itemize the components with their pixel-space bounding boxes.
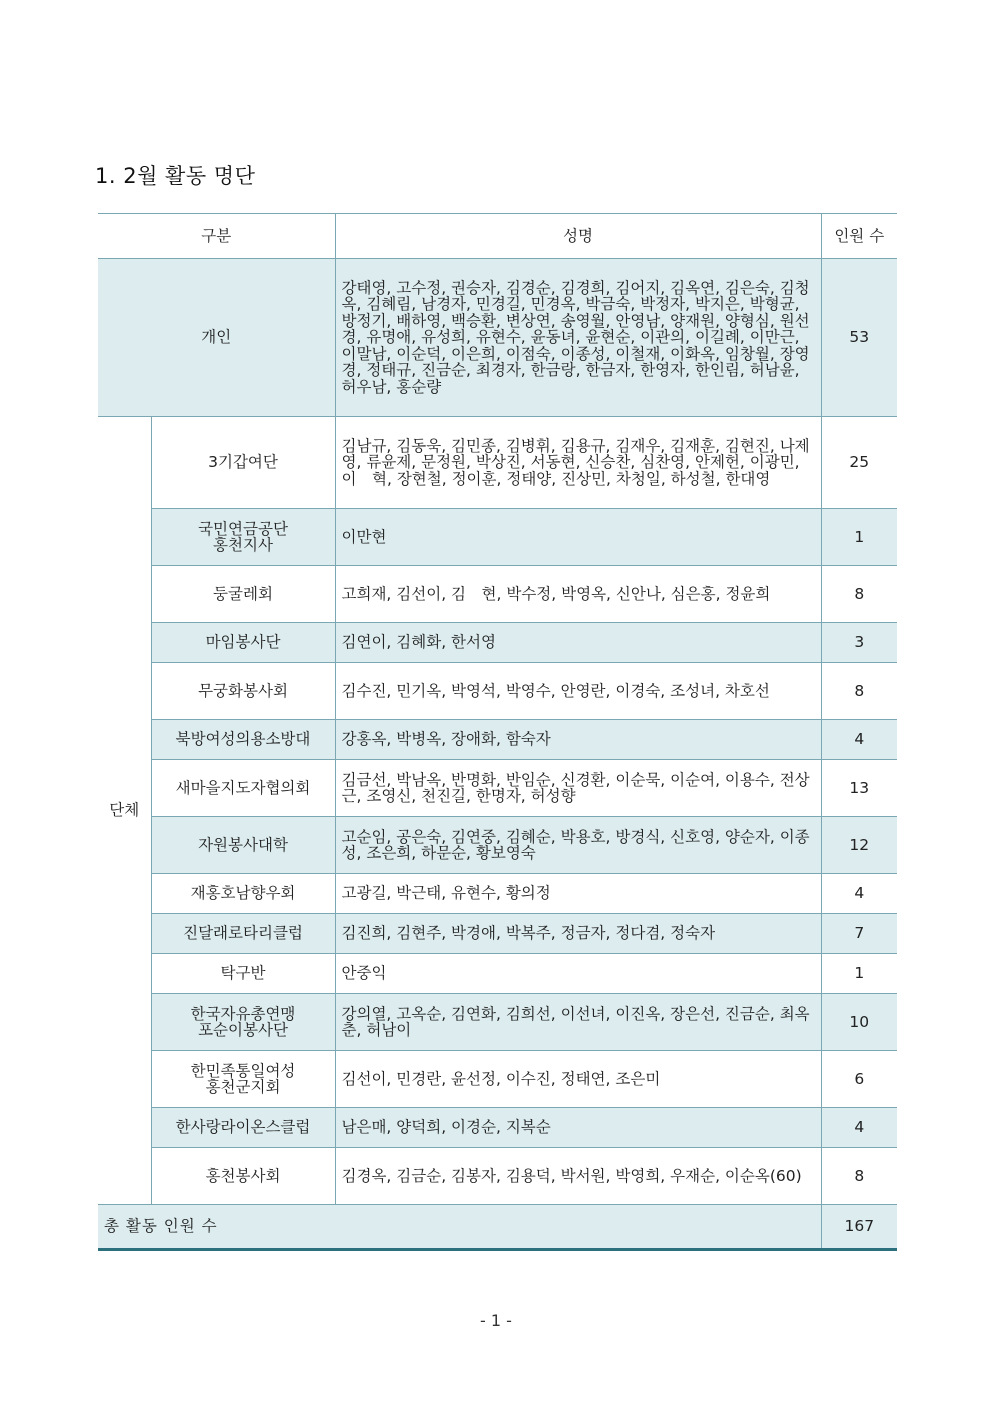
group-name: 북방여성의용소방대: [151, 720, 335, 760]
group-count: 12: [821, 817, 897, 874]
group-row: [98, 874, 897, 914]
group-member-names: 강홍옥, 박병옥, 장애화, 함숙자: [335, 720, 821, 760]
group-count: 13: [821, 760, 897, 817]
group-row: [98, 1108, 897, 1148]
group-member-names: 김진희, 김현주, 박경애, 박복주, 정금자, 정다겸, 정숙자: [335, 914, 821, 954]
individual-row: [98, 259, 897, 417]
individual-count: 53: [821, 259, 897, 417]
group-member-names: 안중익: [335, 954, 821, 994]
group-count: 7: [821, 914, 897, 954]
group-member-names: 남은매, 양덕희, 이경순, 지복순: [335, 1108, 821, 1148]
group-member-names: 고순임, 공은숙, 김연중, 김혜순, 박용호, 방경식, 신호영, 양순자, 이종성, 조은희, 하문순, 황보영숙: [335, 817, 821, 874]
table-header-row: [98, 214, 897, 259]
group-name: 진달래로타리클럽: [151, 914, 335, 954]
group-member-names: 고희재, 김선이, 김 현, 박수정, 박영옥, 신안나, 심은홍, 정윤희: [335, 566, 821, 623]
header-names: 성명: [335, 214, 821, 259]
group-row: [98, 954, 897, 994]
group-member-names: 김연이, 김혜화, 한서영: [335, 623, 821, 663]
group-count: 25: [821, 417, 897, 509]
page-title: 1. 2월 활동 명단: [95, 164, 256, 188]
group-count: 4: [821, 1108, 897, 1148]
group-count: 4: [821, 874, 897, 914]
group-row: [98, 663, 897, 720]
group-row: [98, 1148, 897, 1205]
group-member-names: 고광길, 박근태, 유현수, 황의정: [335, 874, 821, 914]
group-name: 둥굴레회: [151, 566, 335, 623]
group-row: [98, 817, 897, 874]
group-member-names: 김남규, 김동욱, 김민종, 김병휘, 김용규, 김재우, 김재훈, 김현진, 나제영, 류윤제, 문정원, 박상진, 서동현, 신승찬, 심찬영, 안제헌, 이광민, 이 혁, 장현철, 정이훈, 정태양, 진상민, 차청일, 하성철, 한대영: [335, 417, 821, 509]
group-count: 8: [821, 663, 897, 720]
group-name: 새마을지도자협의회: [151, 760, 335, 817]
group-count: 10: [821, 994, 897, 1051]
group-row: [98, 417, 897, 509]
group-row: [98, 760, 897, 817]
group-name: 한국자유총연맹 포순이봉사단: [151, 994, 335, 1051]
group-row: [98, 566, 897, 623]
group-section-label: 단체: [98, 417, 151, 1205]
group-name: 한사랑라이온스클럽: [151, 1108, 335, 1148]
group-row: [98, 509, 897, 566]
group-row: [98, 914, 897, 954]
group-count: 1: [821, 509, 897, 566]
group-row: [98, 994, 897, 1051]
group-row: [98, 720, 897, 760]
group-row: [98, 1051, 897, 1108]
group-count: 3: [821, 623, 897, 663]
group-member-names: 김선이, 민경란, 윤선정, 이수진, 정태연, 조은미: [335, 1051, 821, 1108]
group-name: 한민족통일여성 홍천군지회: [151, 1051, 335, 1108]
group-count: 4: [821, 720, 897, 760]
group-name: 탁구반: [151, 954, 335, 994]
group-member-names: 이만현: [335, 509, 821, 566]
group-name: 무궁화봉사회: [151, 663, 335, 720]
group-name: 마임봉사단: [151, 623, 335, 663]
group-member-names: 김경옥, 김금순, 김봉자, 김용덕, 박서원, 박영희, 우재순, 이순옥(60): [335, 1148, 821, 1205]
group-name: 재홍호남향우회: [151, 874, 335, 914]
group-count: 8: [821, 566, 897, 623]
group-row: [98, 623, 897, 663]
total-label: 총 활동 인원 수: [98, 1205, 821, 1250]
group-name: 자원봉사대학: [151, 817, 335, 874]
group-member-names: 강의열, 고옥순, 김연화, 김희선, 이선녀, 이진옥, 장은선, 진금순, 최옥춘, 허남이: [335, 994, 821, 1051]
group-count: 1: [821, 954, 897, 994]
group-name: 홍천봉사회: [151, 1148, 335, 1205]
group-member-names: 김금선, 박남옥, 반명화, 반임순, 신경환, 이순묵, 이순여, 이용수, 전상근, 조영신, 천진길, 한명자, 허성향: [335, 760, 821, 817]
group-count: 6: [821, 1051, 897, 1108]
group-count: 8: [821, 1148, 897, 1205]
group-name: 3기갑여단: [151, 417, 335, 509]
group-name: 국민연금공단 홍천지사: [151, 509, 335, 566]
total-row: [98, 1205, 897, 1250]
roster-table: [98, 213, 897, 1251]
individual-label: 개인: [98, 259, 335, 417]
total-count: 167: [821, 1205, 897, 1250]
header-category: 구분: [98, 214, 335, 259]
group-member-names: 김수진, 민기옥, 박영석, 박영수, 안영란, 이경숙, 조성녀, 차호선: [335, 663, 821, 720]
individual-names: 강태영, 고수정, 권승자, 김경순, 김경희, 김어지, 김옥연, 김은숙, 김청옥, 김혜림, 남경자, 민경길, 민경옥, 박금숙, 박정자, 박지은, 박형균, 방정기, 배하영, 백승환, 변상연, 송영월, 안영남, 양재원, 양형심, 원선경, 유명애, 유성희, 유현수, 윤동녀, 윤현순, 이관의, 이길례, 이만근, 이말남, 이순덕, 이은희, 이점숙, 이종성, 이철재, 이화옥, 임창월, 장영경, 정태규, 진금순, 최경자, 한금랑, 한금자, 한영자, 한인림, 허남윤, 허우남, 홍순량: [335, 259, 821, 417]
page-number: - 1 -: [480, 1311, 512, 1330]
header-count: 인원 수: [821, 214, 897, 259]
